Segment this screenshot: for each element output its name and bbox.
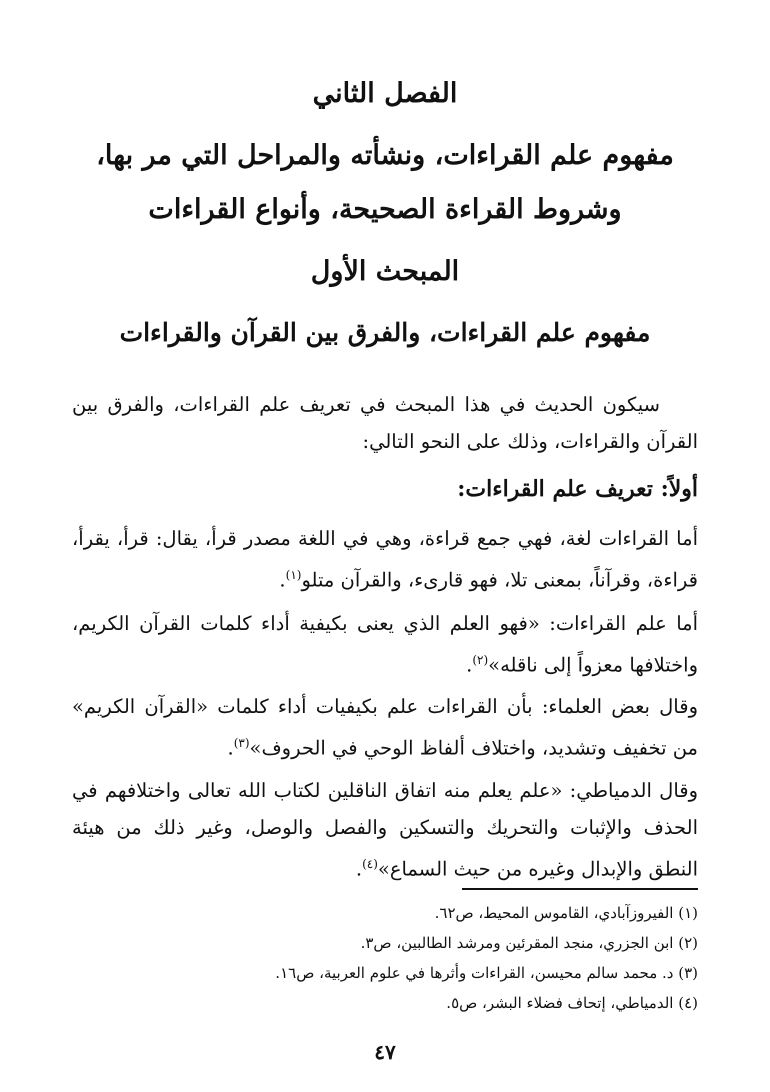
footnote-ref: (٢) [472, 653, 489, 667]
definition-heading: أولاً: تعريف علم القراءات: [457, 476, 698, 502]
paragraph-period: . [466, 653, 473, 677]
paragraph-language-definition [72, 520, 698, 599]
paragraph-dimyati-definition [72, 772, 698, 888]
footnote-2: (٢) ابن الجزري، منجد المقرئين ومرشد الطالبين، ص٣. [360, 934, 698, 952]
paragraph-text: وقال الدمياطي: «علم يعلم منه اتفاق الناقلين لكتاب الله تعالى واختلافهم في الحذف والإثبات والتحريك والتسكين والفصل والوصل، وغير ذلك من هيئة النطق والإبدال وغيره من حيث السماع» [72, 779, 698, 881]
paragraph-science-definition [72, 605, 698, 684]
paragraph-scholars-definition [72, 688, 698, 767]
footnote-ref: (١) [285, 568, 302, 582]
intro-paragraph: سيكون الحديث في هذا المبحث في تعريف علم القراءات، والفرق بين القرآن والقراءات، وذلك على النحو التالي: [72, 393, 698, 453]
paragraph-period: . [279, 568, 286, 592]
section-title: المبحث الأول [310, 256, 460, 287]
chapter-subtitle-line-1: مفهوم علم القراءات، ونشأته والمراحل التي مر بها، [96, 140, 674, 171]
footnote-ref: (٤) [362, 857, 378, 871]
chapter-subtitle-line-2: وشروط القراءة الصحيحة، وأنواع القراءات [148, 194, 622, 225]
footnote-1: (١) الفيروزآبادي، القاموس المحيط، ص٦٢. [434, 904, 698, 922]
paragraph-period: . [227, 736, 234, 760]
footnote-3: (٣) د. محمد سالم محيسن، القراءات وأثرها في علوم العربية، ص١٦. [275, 964, 698, 982]
chapter-title: الفصل الثاني [312, 78, 458, 109]
footnote-4: (٤) الدمياطي، إتحاف فضلاء البشر، ص٥. [446, 994, 698, 1012]
page-number: ٤٧ [374, 1040, 396, 1064]
section-subtitle: مفهوم علم القراءات، والفرق بين القرآن والقراءات [119, 318, 651, 347]
footnote-ref: (٣) [233, 736, 250, 750]
paragraph-text: أما القراءات لغة، فهي جمع قراءة، وهي في اللغة مصدر قرأ، يقال: قرأ، يقرأ، قراءة، وقرآناً، بمعنى تلا، فهو قارىء، والقرآن متلو [72, 527, 698, 592]
paragraph-text: أما علم القراءات: «فهو العلم الذي يعنى بكيفية أداء كلمات القرآن الكريم، واختلافها معزواً إلى ناقله» [72, 612, 698, 677]
paragraph-text: وقال بعض العلماء: بأن القراءات علم بكيفيات أداء كلمات «القرآن الكريم» من تخفيف وتشديد، واختلاف ألفاظ الوحي في الحروف» [72, 695, 698, 760]
paragraph-period: . [355, 857, 363, 881]
footnote-divider [462, 888, 698, 890]
